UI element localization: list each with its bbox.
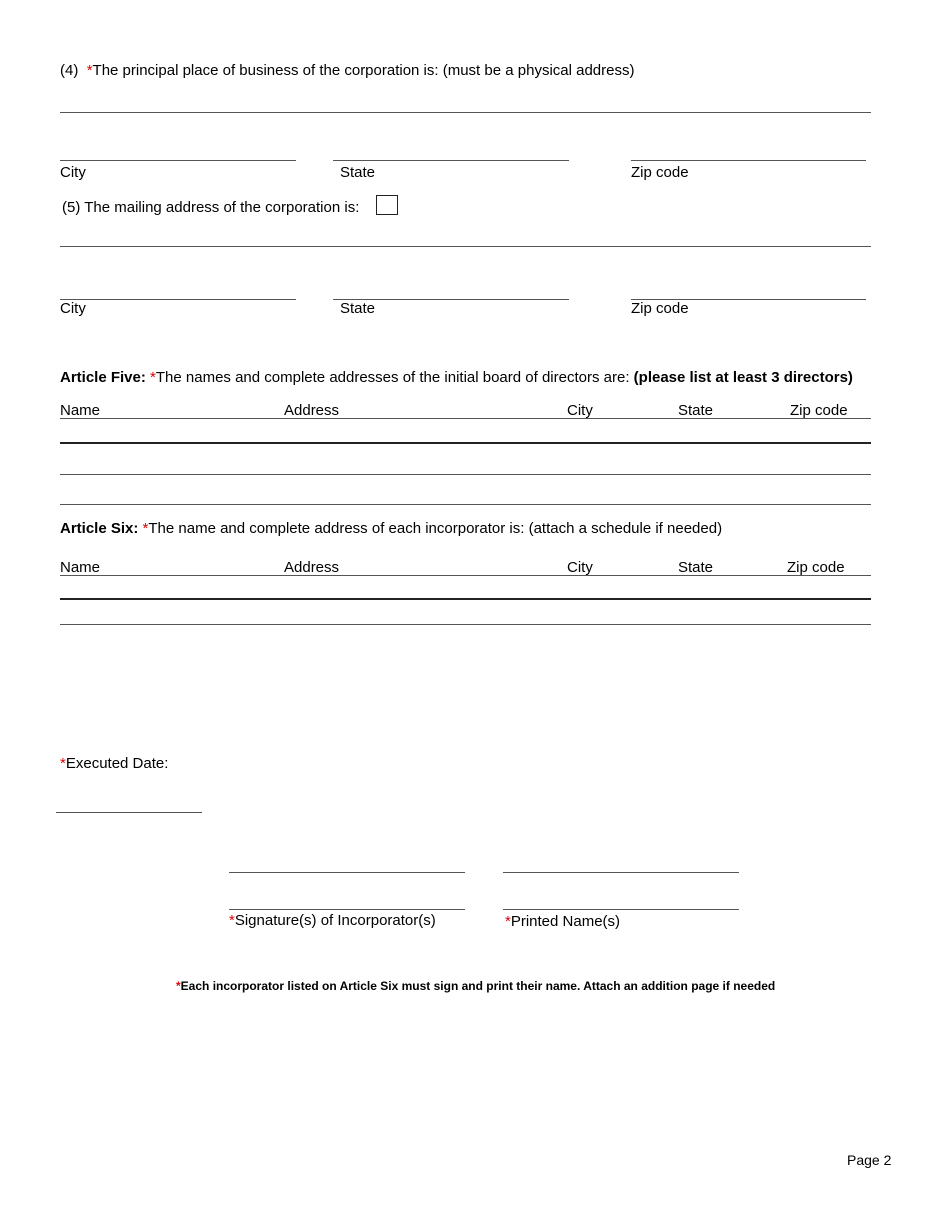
principal-zip-label: Zip code (631, 164, 689, 181)
footer-note: *Each incorporator listed on Article Six must sign and print their name. Attach an addition page if needed (176, 979, 776, 993)
principal-city-line[interactable] (60, 160, 296, 161)
mailing-address-line[interactable] (60, 246, 871, 247)
executed-date-label: *Executed Date: (60, 755, 169, 772)
page-number: Page 2 (847, 1152, 892, 1168)
principal-state-label: State (340, 164, 376, 181)
article-six-header-rule (60, 575, 871, 576)
director-row-line[interactable] (60, 474, 871, 475)
printed-name-line[interactable] (503, 872, 739, 873)
director-row-line[interactable] (60, 504, 871, 505)
article-five-col-city: City (567, 402, 593, 419)
signature-line[interactable] (229, 909, 465, 910)
director-row-line[interactable] (60, 442, 871, 444)
printed-name-line[interactable] (503, 909, 739, 910)
mailing-same-checkbox[interactable] (376, 195, 398, 215)
principal-address-line[interactable] (60, 112, 871, 113)
article-five-header-rule (60, 418, 871, 419)
article-five-col-state: State (678, 402, 714, 419)
article-six-col-state: State (678, 559, 714, 576)
article-six-col-name: Name (60, 559, 101, 576)
mailing-city-line[interactable] (60, 299, 296, 300)
incorporator-row-line[interactable] (60, 624, 871, 625)
signature-line[interactable] (229, 872, 465, 873)
principal-zip-line[interactable] (631, 160, 866, 161)
article-five-col-name: Name (60, 402, 101, 419)
required-marker: * (86, 62, 93, 79)
mailing-city-label: City (60, 300, 86, 317)
mailing-state-label: State (340, 300, 376, 317)
signature-label: *Signature(s) of Incorporator(s) (229, 912, 436, 929)
incorporator-row-line[interactable] (60, 598, 871, 600)
principal-city-label: City (60, 164, 86, 181)
article-five-heading: Article Five: *The names and complete addresses of the initial board of directors are: (please list at least 3 directors) (60, 369, 853, 386)
mailing-zip-label: Zip code (631, 300, 689, 317)
printed-name-label: *Printed Name(s) (505, 913, 621, 930)
article-six-col-address: Address (284, 559, 340, 576)
article-six-col-city: City (567, 559, 593, 576)
article-five-col-zip: Zip code (790, 402, 848, 419)
executed-date-line[interactable] (56, 812, 202, 813)
article-five-col-address: Address (284, 402, 340, 419)
section5-label: (5) The mailing address of the corporation is: (62, 199, 360, 216)
section4-label: (4) *The principal place of business of the corporation is: (must be a physical address) (60, 62, 635, 79)
principal-state-line[interactable] (333, 160, 569, 161)
article-six-col-zip: Zip code (787, 559, 845, 576)
article-six-heading: Article Six: *The name and complete address of each incorporator is: (attach a schedule if needed) (60, 520, 723, 537)
